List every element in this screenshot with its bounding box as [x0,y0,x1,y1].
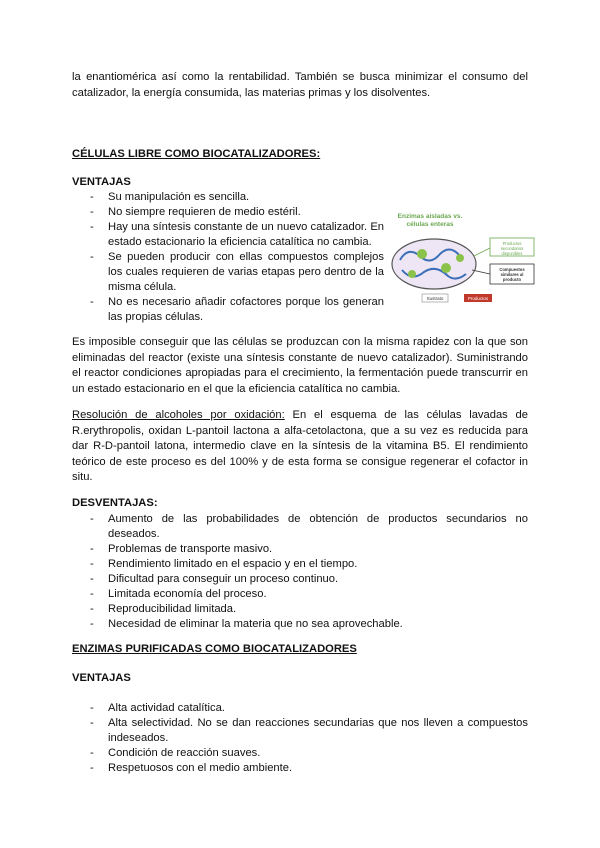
list-item: - Reproducibilidad limitada. [72,602,528,617]
section2-ventajas-list [72,701,528,776]
section1-ventajas-list [72,190,384,325]
oxidation-label: Resolución de alcoholes por oxidación: [72,409,285,421]
label-compounds-line3: producto [502,277,522,282]
list-item: - Necesidad de eliminar la materia que no sea aprovechable. [72,617,528,632]
list-item: - Limitada economía del proceso. [72,587,528,602]
section2-title: ENZIMAS PURIFICADAS COMO BIOCATALIZADORES [72,643,357,655]
enzyme-blob [408,270,416,278]
label-compounds-line1: Compuestos [499,267,525,272]
list-item: - No siempre requieren de medio estéril. [72,205,384,220]
section2-ventajas-title: VENTAJAS [72,672,131,684]
figure-title-line2: células enteras [406,221,454,228]
section1-desventajas-title: DESVENTAJAS: [72,497,158,509]
list-item: - No es necesario añadir cofactores porque los generan las propias células. [72,295,384,325]
figure-title-line1: Enzimas aisladas vs. [397,213,463,220]
label-products-line2: secundarios [500,246,524,251]
section1-desventajas-list [72,512,528,632]
oxidation-text: En el esquema de las células lavadas de R.erythropolis, oxidan L-pantoil lactona a alfa-cetolactona, que a su vez es reducida para dar R-D-pantoil latona, intermedio clave en la síntesis de la vitamina B5. El rendimiento teórico de este proceso es del 100% y de esta forma se consigue regenerar el cofactor in situ. [72,409,529,483]
cells-vs-enzymes-figure [388,208,536,304]
section1-paragraph1: Es imposible conseguir que las células se produzcan con la misma rapidez con la que son eliminadas del reactor (existe una síntesis constante de nuevo catalizador). Suministrando el reactor condiciones apropiadas para el crecimiento, la fermentación puede transcurrir en un estado estacionario en el que la eficiencia catalítica no cambia. [72,336,528,395]
pointer-line [474,248,490,256]
list-item: - Problemas de transporte masivo. [72,542,528,557]
list-item: - Dificultad para conseguir un proceso continuo. [72,572,528,587]
label-compounds-line2: similares al [500,272,524,277]
intro-paragraph: la enantiomérica así como la rentabilidad. También se busca minimizar el consumo del catalizador, la energía consumida, las materias primas y los disolventes. [72,71,528,99]
list-item: - Su manipulación es sencilla. [72,190,384,205]
label-products-line1: Productos [502,241,522,246]
list-item: - Se pueden producir con ellas compuestos complejos los cuales requieren de varias etapas pero dentro de la misma célula. [72,250,384,295]
section1-title: CÉLULAS LIBRE COMO BIOCATALIZADORES: [72,148,321,160]
cells-diagram [388,208,536,304]
list-item: - Alta selectividad. No se dan reacciones secundarias que nos lleven a compuestos indeseados. [72,716,528,746]
enzyme-blob [441,263,451,273]
cell-body [392,239,476,289]
label-substrate: Sustrato [426,296,444,301]
list-item: - Hay una síntesis constante de un nuevo catalizador. En estado estacionario la eficiencia catalítica no cambia. [72,220,384,250]
pointer-line [472,270,490,274]
list-item: - Condición de reacción suaves. [72,746,528,761]
enzyme-blob [456,254,464,262]
list-item: - Alta actividad catalítica. [72,701,528,716]
enzyme-blob [417,249,427,259]
label-products-line3: disponibles [501,251,523,256]
label-products2: Productos [467,296,489,301]
section1-paragraph2 [72,408,528,486]
list-item: - Aumento de las probabilidades de obtención de productos secundarios no deseados. [72,512,528,542]
list-item: - Respetuosos con el medio ambiente. [72,761,528,776]
list-item: - Rendimiento limitado en el espacio y en el tiempo. [72,557,528,572]
section1-ventajas-title: VENTAJAS [72,176,131,188]
